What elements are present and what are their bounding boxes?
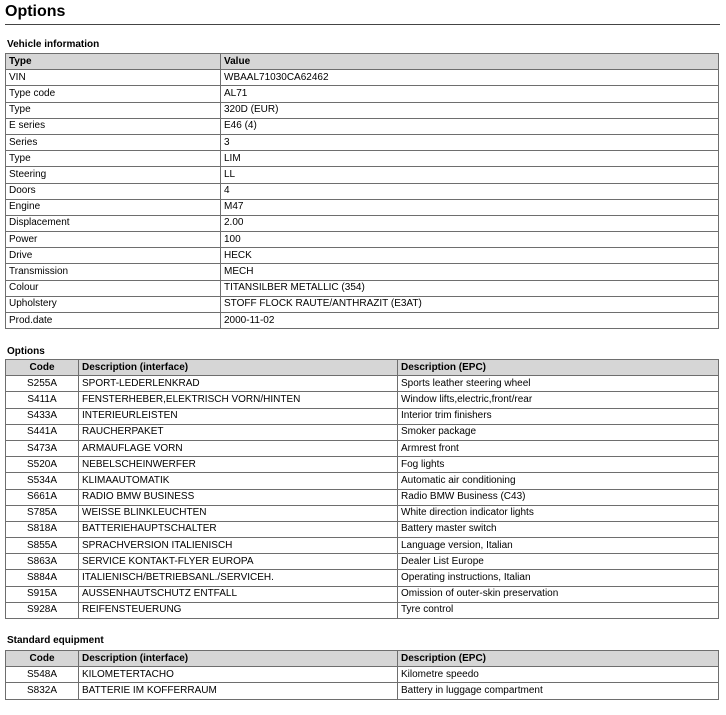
table-cell: E46 (4) [221,118,719,134]
table-cell: BATTERIE IM KOFFERRAUM [79,683,398,699]
table-row [6,102,719,118]
table-cell: WBAAL71030CA62462 [221,70,719,86]
table-row [6,392,719,408]
table-cell: S863A [6,554,79,570]
table-cell: S785A [6,505,79,521]
table-cell: White direction indicator lights [398,505,719,521]
table-cell: Type [6,151,221,167]
table-cell: S818A [6,521,79,537]
table-row [6,248,719,264]
title-divider [5,24,720,25]
column-header: Description (EPC) [398,651,719,667]
table-cell: S915A [6,586,79,602]
column-header: Type [6,54,221,70]
column-header: Code [6,651,79,667]
table-cell: M47 [221,199,719,215]
table-row [6,489,719,505]
table-cell: Type code [6,86,221,102]
standard-equipment-table [5,650,719,700]
table-cell: KLIMAAUTOMATIK [79,473,398,489]
table-cell: SPORT-LEDERLENKRAD [79,376,398,392]
table-cell: Transmission [6,264,221,280]
table-cell: S520A [6,457,79,473]
table-cell: VIN [6,70,221,86]
table-cell: 2000-11-02 [221,313,719,329]
table-cell: S661A [6,489,79,505]
table-cell: Battery master switch [398,521,719,537]
table-cell: Language version, Italian [398,538,719,554]
table-row [6,505,719,521]
page-title: Options [5,3,66,20]
table-cell: Prod.date [6,313,221,329]
table-cell: RADIO BMW BUSINESS [79,489,398,505]
table-row [6,280,719,296]
table-cell: SERVICE KONTAKT-FLYER EUROPA [79,554,398,570]
table-cell: KILOMETERTACHO [79,667,398,683]
column-header: Description (interface) [79,360,398,376]
table-cell: Fog lights [398,457,719,473]
table-cell: S832A [6,683,79,699]
table-cell: S441A [6,424,79,440]
table-cell: Omission of outer-skin preservation [398,586,719,602]
table-cell: 3 [221,134,719,150]
table-row [6,313,719,329]
table-cell: SPRACHVERSION ITALIENISCH [79,538,398,554]
table-row [6,199,719,215]
table-cell: Tyre control [398,602,719,618]
vehicle-information-table [5,53,719,329]
table-cell: Dealer List Europe [398,554,719,570]
table-cell: Series [6,134,221,150]
table-cell: Kilometre speedo [398,667,719,683]
table-cell: ITALIENISCH/BETRIEBSANL./SERVICEH. [79,570,398,586]
table-cell: Drive [6,248,221,264]
column-header: Value [221,54,719,70]
table-row [6,602,719,618]
table-cell: LL [221,167,719,183]
table-cell: Radio BMW Business (C43) [398,489,719,505]
options-table [5,359,719,619]
table-cell: HECK [221,248,719,264]
table-cell: 320D (EUR) [221,102,719,118]
table-row [6,440,719,456]
table-cell: AL71 [221,86,719,102]
table-cell: WEISSE BLINKLEUCHTEN [79,505,398,521]
table-cell: REIFENSTEUERUNG [79,602,398,618]
table-header-row [6,651,719,667]
table-cell: RAUCHERPAKET [79,424,398,440]
table-row [6,134,719,150]
table-row [6,296,719,312]
table-cell: ARMAUFLAGE VORN [79,440,398,456]
table-row [6,376,719,392]
table-cell: Displacement [6,215,221,231]
table-cell: INTERIEURLEISTEN [79,408,398,424]
table-cell: S855A [6,538,79,554]
table-cell: BATTERIEHAUPTSCHALTER [79,521,398,537]
table-cell: S534A [6,473,79,489]
table-row [6,86,719,102]
table-cell: S433A [6,408,79,424]
table-cell: S548A [6,667,79,683]
table-row [6,118,719,134]
table-row [6,683,719,699]
standard-equipment-heading: Standard equipment [7,635,104,646]
options-heading: Options [7,346,45,357]
table-row [6,570,719,586]
table-cell: MECH [221,264,719,280]
table-cell: S473A [6,440,79,456]
table-cell: Sports leather steering wheel [398,376,719,392]
table-cell: LIM [221,151,719,167]
table-cell: Operating instructions, Italian [398,570,719,586]
table-row [6,473,719,489]
table-row [6,232,719,248]
table-header-row [6,54,719,70]
table-row [6,215,719,231]
table-cell: Steering [6,167,221,183]
table-row [6,408,719,424]
table-row [6,151,719,167]
column-header: Description (EPC) [398,360,719,376]
table-cell: Power [6,232,221,248]
table-cell: Upholstery [6,296,221,312]
table-cell: STOFF FLOCK RAUTE/ANTHRAZIT (E3AT) [221,296,719,312]
table-row [6,183,719,199]
table-cell: Battery in luggage compartment [398,683,719,699]
table-cell: S884A [6,570,79,586]
table-cell: Colour [6,280,221,296]
table-cell: 100 [221,232,719,248]
table-cell: Armrest front [398,440,719,456]
table-cell: S411A [6,392,79,408]
table-cell: Engine [6,199,221,215]
column-header: Code [6,360,79,376]
table-cell: Smoker package [398,424,719,440]
table-row [6,167,719,183]
table-row [6,521,719,537]
table-row [6,264,719,280]
table-cell: AUSSENHAUTSCHUTZ ENTFALL [79,586,398,602]
table-row [6,586,719,602]
table-cell: TITANSILBER METALLIC (354) [221,280,719,296]
table-row [6,667,719,683]
vehicle-information-heading: Vehicle information [7,39,100,50]
table-cell: S255A [6,376,79,392]
table-cell: Doors [6,183,221,199]
table-header-row [6,360,719,376]
table-cell: NEBELSCHEINWERFER [79,457,398,473]
table-cell: Interior trim finishers [398,408,719,424]
table-cell: Window lifts,electric,front/rear [398,392,719,408]
table-row [6,70,719,86]
table-row [6,457,719,473]
column-header: Description (interface) [79,651,398,667]
table-row [6,424,719,440]
table-cell: E series [6,118,221,134]
table-cell: Type [6,102,221,118]
table-cell: S928A [6,602,79,618]
table-cell: 4 [221,183,719,199]
table-cell: FENSTERHEBER,ELEKTRISCH VORN/HINTEN [79,392,398,408]
table-row [6,554,719,570]
table-cell: Automatic air conditioning [398,473,719,489]
table-cell: 2.00 [221,215,719,231]
table-row [6,538,719,554]
